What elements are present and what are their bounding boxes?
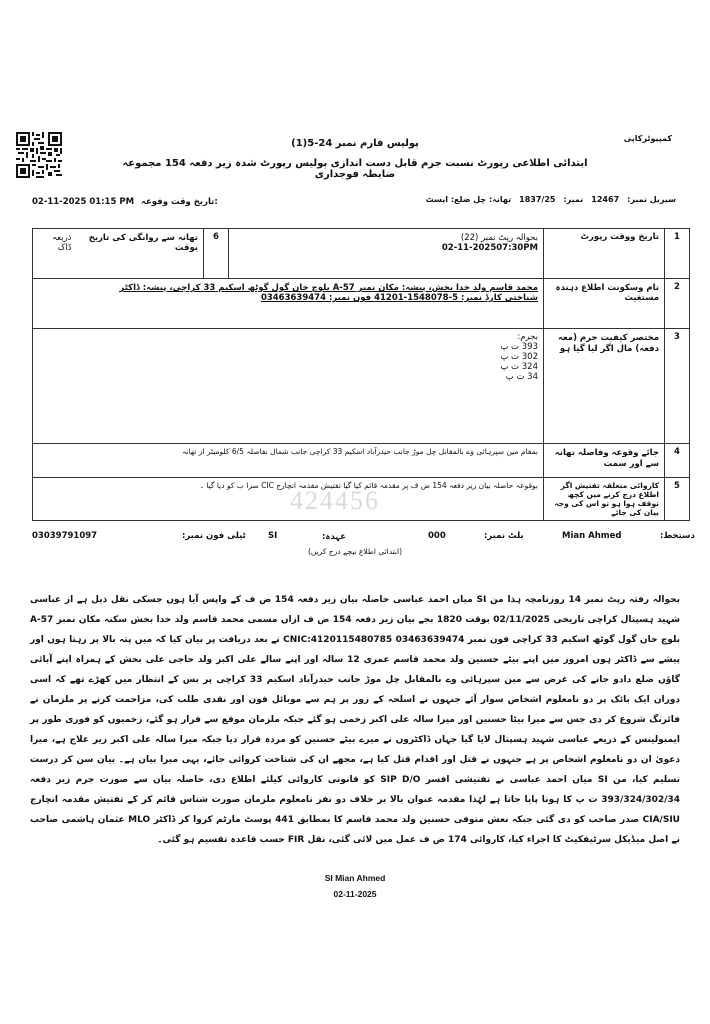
row-number: 2 [665,279,690,329]
location-cell: بمقام مین سپرہائی وے بالمقابل چل موڑ جانب حیدرآباد اسکیم 33 کراچی جانب شمال بفاصلہ 6/5 کلومیٹر از تھانہ [33,444,544,478]
qr-code [16,132,62,178]
sign-label: دستخط: [660,531,695,541]
complainant-cell [33,279,544,329]
table-row [33,329,690,444]
phone-label: ٹیلی فون نمبر: [182,531,246,541]
report-ref-cell [229,229,544,279]
number-value: 1837/25 [519,195,556,204]
row-label: جائے وقوعہ وفاصلہ تھانہ سے اور سمت [544,444,665,478]
document-heading: ابتدائی اطلاعی رپورٹ نسبت جرم قابل دست اندازی پولیس رپورٹ شدہ زیر دفعہ 154 مجموعہ ضابطہ فوجداری [122,158,588,180]
dispatch-cell [33,229,204,279]
row-label: تاریخ ووقت رپورٹ [544,229,665,279]
crime-cell [33,329,544,444]
row-label: مختصر کیفیت جرم (معہ دفعہ) مال اگر لیا گیا ہو [544,329,665,444]
belt-value: 000 [428,531,446,541]
fir-narrative: بحوالہ رفتہ رپٹ نمبر 14 روزنامچہ ہذا من SI میاں احمد عباسی حاصلہ بیان زیر دفعہ 154 ض ف کے واپس آیا ہوں جسکی نقل ذیل ہے از عباسی شہید ہسپتال کراچی تاریخی 02/11/2025 بوقت 1820 بجے بیان زیر دفعہ 154 ض ف ازاں مسمی محمد قاسم ولد خدا بخش سکنہ مکان نمبر A-57 بلوچ خان گول گوٹھ اسکیم 33 کراچی فون نمبر 03463639474 CNIC:4120115480785 نے بعد دریافت پر بیان کیا کہ میں پتہ بالا پر رہتا ہوں اور پیشے سے ڈاکٹر ہوں امروز میں اپنے بیٹے حسنین ولد محمد قاسم عمری 12 سالہ اور اپنے سالے علی اکبر ولد حاجی علی بخش کے ہمراہ اپنے آبائی گاؤں ضلع دادو جانے کی غرض سے مین سپرہائی وے بالمقابل چل موڑ جانب حیدرآباد اسکیم 33 کراچی پر بس کے انتظار میں کھڑے تھے کہ اسی دوران ایک بائک پر دو نامعلوم اشخاص سوار آئے جنہوں نے اسلحہ کے زور پر ہم سے موبائل فون اور نقدی طلب کی، مزاحمت کرنے پر ملزمان نے فائرنگ شروع کر دی جس سے میرا بیٹا حسنین اور میرا سالہ علی اکبر زخمی ہو گئے جبکہ ملزمان موقع سے فرار ہو گئے، زخمیوں کو فوری طور پر ایمبولینس کے ذریعے عباسی شہید ہسپتال لایا گیا جہاں ڈاکٹروں نے میرے بیٹے حسنین کو مردہ قرار دیا جبکہ میرا سالہ علی اکبر زیر علاج ہے، میرا دعویٰ ان دو نامعلوم اشخاص پر ہے جنہوں نے قتل اور اقدام قتل کیا ہے، مجھے ان کی شناخت کروائی جائے، یہی میرا بیان ہے۔ بیان سن کر درست تسلیم کیا، من SI میاں احمد عباسی نے تفتیشی افسر SIP D/O کو قانونی کاروائی کیلئے اطلاع دی، حاصلہ بیان سے صورت جرم زیر دفعہ 393/324/302/34 ت پ کا ہونا پایا جاتا ہے لہٰذا مقدمہ عنوان بالا بر خلاف دو نفر نامعلوم ملزمان صورت شناس قائم کر کے تفتیش مقدمہ انچارج CIA/SIU صدر صاحب کو دی گئی جبکہ نعش متوفی حسنین ولد محمد قاسم کا بمطابق 441 پوسٹ مارٹم کروا کر ڈاکٹر MLO عثمان ہاشمی صاحب نے اصل میڈیکل سرٹیفکیٹ کا اجراء کیا، کاروائی 174 ض ف عمل میں لائی گئی، نقل FIR حسب قاعدہ تقسیم ہو گئی۔ [30,595,681,845]
rank-label: عہدہ: [322,532,347,542]
station-label: تھانہ: چل ضلع: ایسٹ [425,195,512,204]
belt-label: بلٹ نمبر: [484,531,524,541]
crime-section: 393 ت پ [500,342,538,352]
row-number: 3 [665,329,690,444]
form-number: پولیس فارم نمبر 24-5(1) [291,138,419,149]
complainant-line-1: محمد قاسم ولد خدا بخش، پیشہ: مکان نمبر A-57 بلوچ خان گول گوٹھ اسکیم 33 کراچی، پیشہ: ڈاکٹر [119,283,538,293]
fir-note: (ابتدائی اطلاع نیچے درج کریں) [307,547,403,556]
crime-section: 302 ت پ [500,352,538,362]
serial-value: 12467 [591,195,620,204]
investigation-cell: بوقوعہ حاصلہ بیان زیر دفعہ 154 ض ف پر مقدمہ قائم کیا گیا تفتیش مقدمہ انچارج CIC سرا ب کو دیا گیا ۔ [33,478,544,521]
report-ref: بحوالہ رپٹ نمبر (22) [460,233,538,243]
row-number: 6 [204,229,229,279]
row-number: 4 [665,444,690,478]
serial-label: سیریل نمبر: [627,195,676,204]
report-datetime: 02-11-202507:30PM [441,243,538,253]
serial-row [426,195,676,204]
copy-label: کمپیوٹرکاپی [623,134,672,143]
rank-value: SI [268,531,278,541]
incident-datetime-label: تاریخ وقت وقوعہ: [141,197,218,207]
crime-label: بجرم: [517,332,538,342]
officer-name: SI Mian Ahmed [324,873,386,883]
complainant-line-2: شناختی کارڈ نمبر: 5-1548078-41201 فون نمبر: 03463639474 [260,293,538,303]
row-label: کاروائی متعلقہ تفتیش اگر اطلاع درج کرنے میں کچھ توقف ہوا ہو تو اس کی وجہ بیان کی جائے [544,478,665,521]
number-label: نمبر: [563,195,584,204]
incident-datetime-value: 02-11-2025 01:15 PM [32,197,135,207]
sign-value: Mian Ahmed [562,531,622,541]
row-number: 5 [665,478,690,521]
dispatch-label: تھانہ سے روانگی کی تاریخ بوقت [88,233,198,253]
crime-section: 324 ت پ [500,362,538,372]
dispatch-value: ذریعہ ڈاک [52,233,72,253]
phone-value: 03039791097 [32,531,98,541]
footer-date: 02-11-2025 [333,889,377,899]
incident-datetime [32,196,218,207]
fir-table [32,228,690,521]
crime-section: 34 ت پ [505,372,538,382]
table-row [33,229,690,279]
table-row [33,279,690,329]
table-row [33,444,690,478]
row-label: نام وسکونت اطلاع دہندہ مستغیث [544,279,665,329]
watermark: 424456 [290,486,380,515]
row-number: 1 [665,229,690,279]
